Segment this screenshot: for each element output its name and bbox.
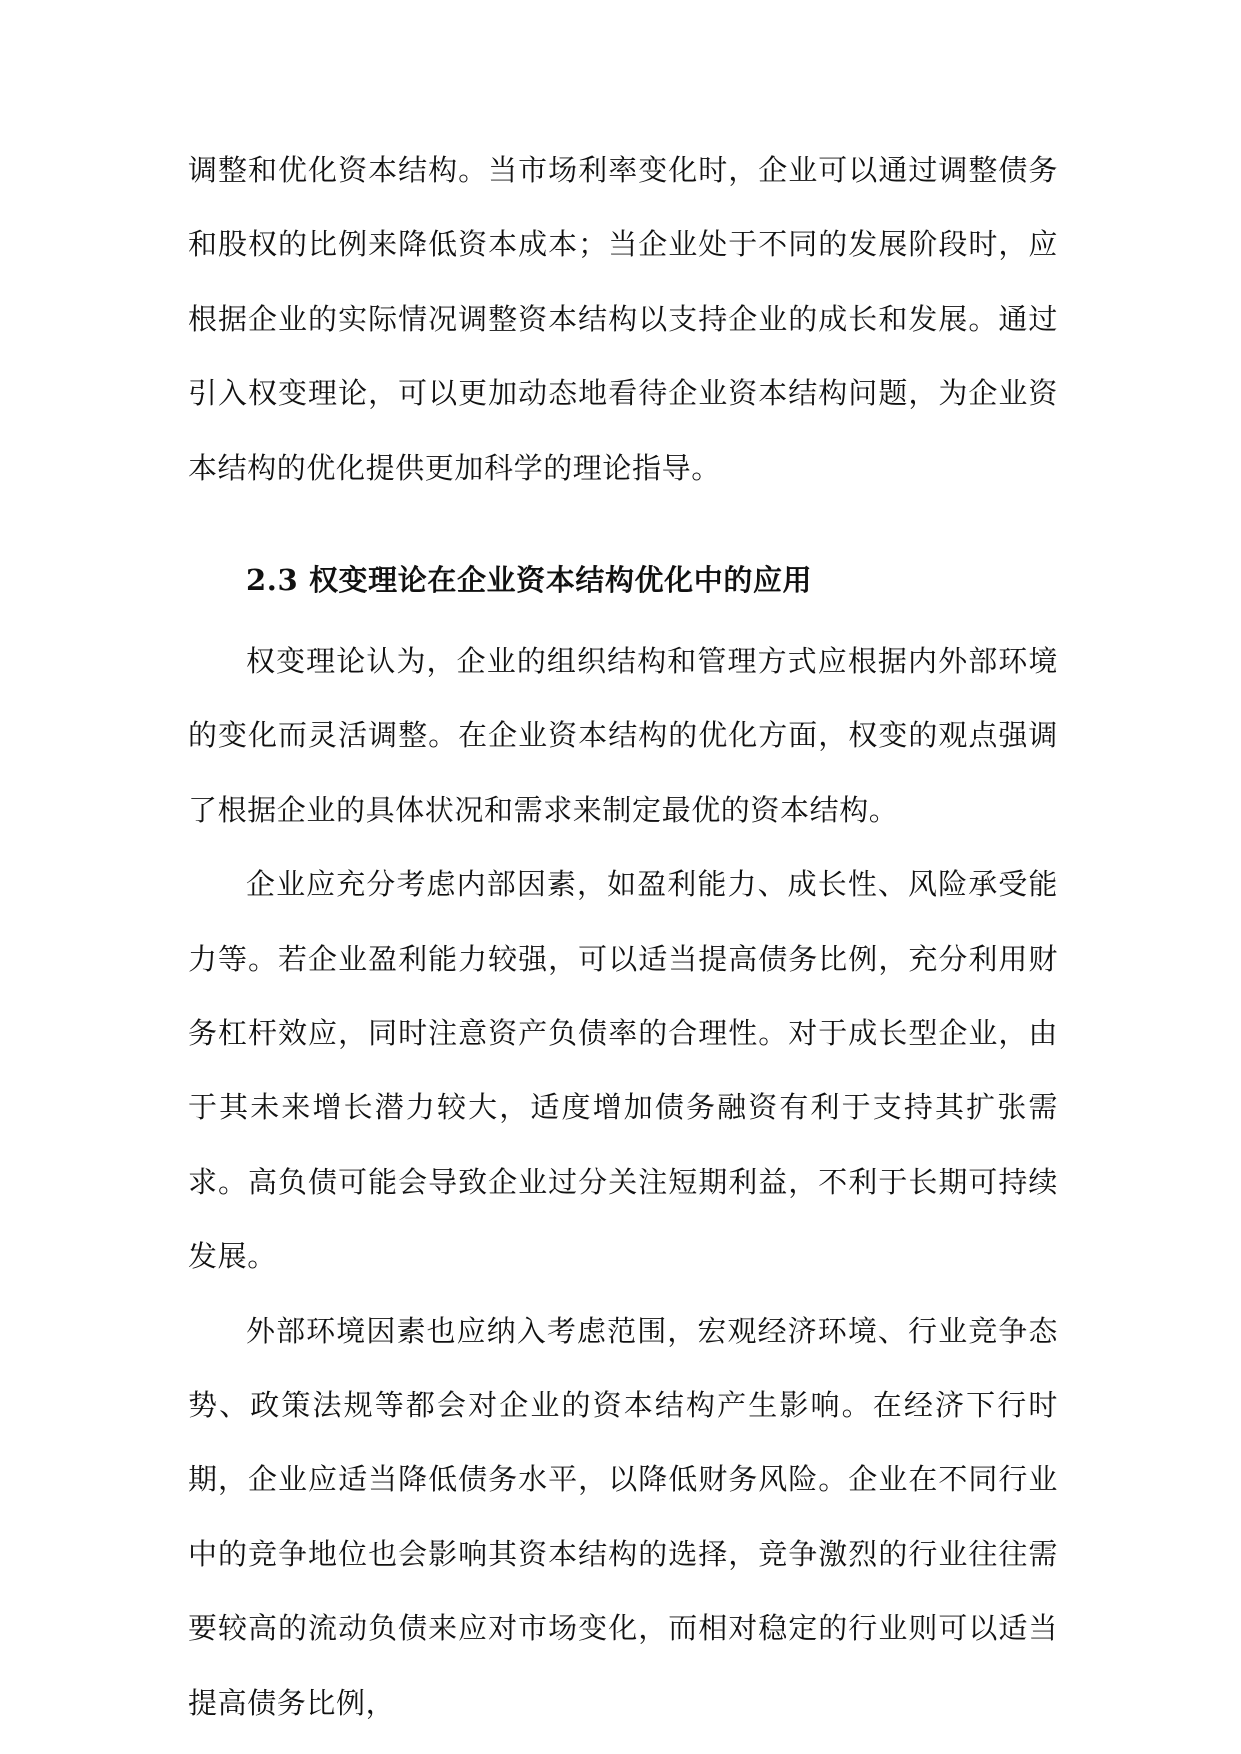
section-body xyxy=(188,624,1058,1740)
intro-text-block xyxy=(188,133,1058,505)
section-heading: 2.3 权变理论在企业资本结构优化中的应用 xyxy=(246,563,813,597)
body-paragraph-3: 外部环境因素也应纳入考虑范围，宏观经济环境、行业竞争态势、政策法规等都会对企业的资本结构产生影响。在经济下行时期，企业应适当降低债务水平，以降低财务风险。企业在不同行业中的竞争地位也会影响其资本结构的选择，竞争激烈的行业往往需要较高的流动负债来应对市场变化，而相对稳定的行业则可以适当提高债务比例， xyxy=(188,1313,1058,1720)
body-paragraph-1: 权变理论认为，企业的组织结构和管理方式应根据内外部环境的变化而灵活调整。在企业资本结构的优化方面，权变的观点强调了根据企业的具体状况和需求来制定最优的资本结构。 xyxy=(188,644,1058,827)
intro-paragraph: 调整和优化资本结构。当市场利率变化时，企业可以通过调整债务和股权的比例来降低资本成本；当企业处于不同的发展阶段时，应根据企业的实际情况调整资本结构以支持企业的成长和发展。通过引入权变理论，可以更加动态地看待企业资本结构问题，为企业资本结构的优化提供更加科学的理论指导。 xyxy=(188,153,1058,485)
body-paragraph-2: 企业应充分考虑内部因素，如盈利能力、成长性、风险承受能力等。若企业盈利能力较强，可以适当提高债务比例，充分利用财务杠杆效应，同时注意资产负债率的合理性。对于成长型企业，由于其未来增长潜力较大，适度增加债务融资有利于支持其扩张需求。高负债可能会导致企业过分关注短期利益，不利于长期可持续发展。 xyxy=(188,867,1058,1274)
